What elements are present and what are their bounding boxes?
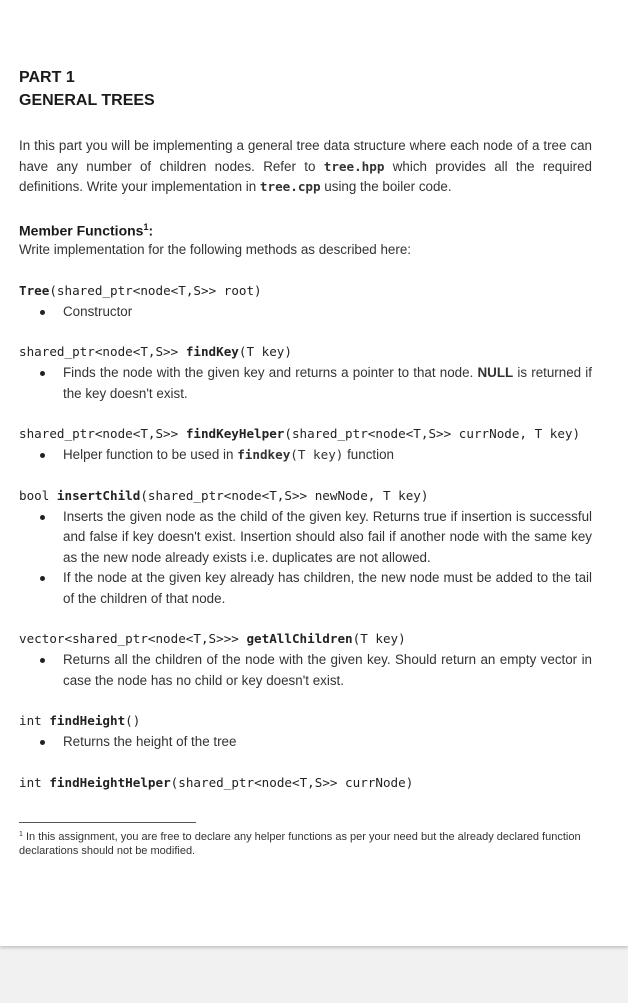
list-item: Helper function to be used in findkey(T key) function (63, 445, 592, 466)
method-description-list (19, 650, 592, 691)
method-find-key (19, 342, 592, 404)
method-signature: shared_ptr<node<T,S>> findKey(T key) (19, 344, 292, 360)
method-get-all-children (19, 629, 592, 691)
method-signature: int findHeight() (19, 713, 141, 729)
part-label: PART 1 (19, 69, 75, 86)
method-description-list (19, 363, 592, 404)
method-find-key-helper (19, 424, 592, 466)
intro-paragraph: In this part you will be implementing a general tree data structure where each node of a tree can have any number of children nodes. Refer to tree.hpp which provides all the required definitions. Write your implementation in tree.cpp using the boiler code. (19, 138, 592, 194)
list-item: Constructor (63, 302, 592, 323)
method-find-height-helper (19, 773, 592, 792)
footnote-divider (19, 822, 196, 823)
method-description-list (19, 507, 592, 610)
list-item: Finds the node with the given key and returns a pointer to that node. NULL is returned if the key doesn't exist. (63, 363, 592, 404)
document-content (19, 66, 592, 792)
method-insert-child (19, 486, 592, 610)
file-name-tree-hpp: tree.hpp (323, 158, 385, 174)
method-description-list (19, 445, 592, 466)
method-description-list (19, 302, 592, 323)
footnote: $^1$ In this assignment, you are free to declare any helper functions as per your need but the already declared function declarations should not be modified. (19, 831, 581, 857)
method-signature: shared_ptr<node<T,S>> findKeyHelper(shared_ptr<node<T,S>> currNode, T key) (19, 426, 581, 442)
member-functions-heading: Member Functions$^1$: (19, 221, 154, 239)
section-title: GENERAL TREES (19, 92, 155, 109)
method-tree (19, 281, 592, 323)
member-functions-description: Write implementation for the following methods as described here: (19, 242, 411, 258)
method-signature: vector<shared_ptr<node<T,S>>> getAllChildren(T key) (19, 631, 406, 647)
list-item: Returns all the children of the node with the given key. Should return an empty vector in case the node has no child or key doesn't exist. (63, 650, 592, 691)
list-item: If the node at the given key already has children, the new node must be added to the tail of the children of that node. (63, 568, 592, 609)
method-signature: int findHeightHelper(shared_ptr<node<T,S>> currNode) (19, 774, 414, 790)
footnote-mark: 1 (19, 831, 23, 838)
footnote-ref: 1 (143, 221, 149, 232)
file-name-tree-cpp: tree.cpp (259, 179, 321, 194)
method-find-height (19, 711, 592, 753)
list-item: Inserts the given node as the child of the given key. Returns true if insertion is successful and false if key doesn't exist. Insertion should also fail if another node with the same key as the new node already exists i.e. duplicates are not allowed. (63, 507, 592, 569)
method-signature: Tree(shared_ptr<node<T,S>> root) (19, 282, 262, 298)
method-signature: bool insertChild(shared_ptr<node<T,S>> newNode, T key) (19, 487, 429, 503)
list-item: Returns the height of the tree (63, 732, 592, 753)
method-description-list (19, 732, 592, 753)
